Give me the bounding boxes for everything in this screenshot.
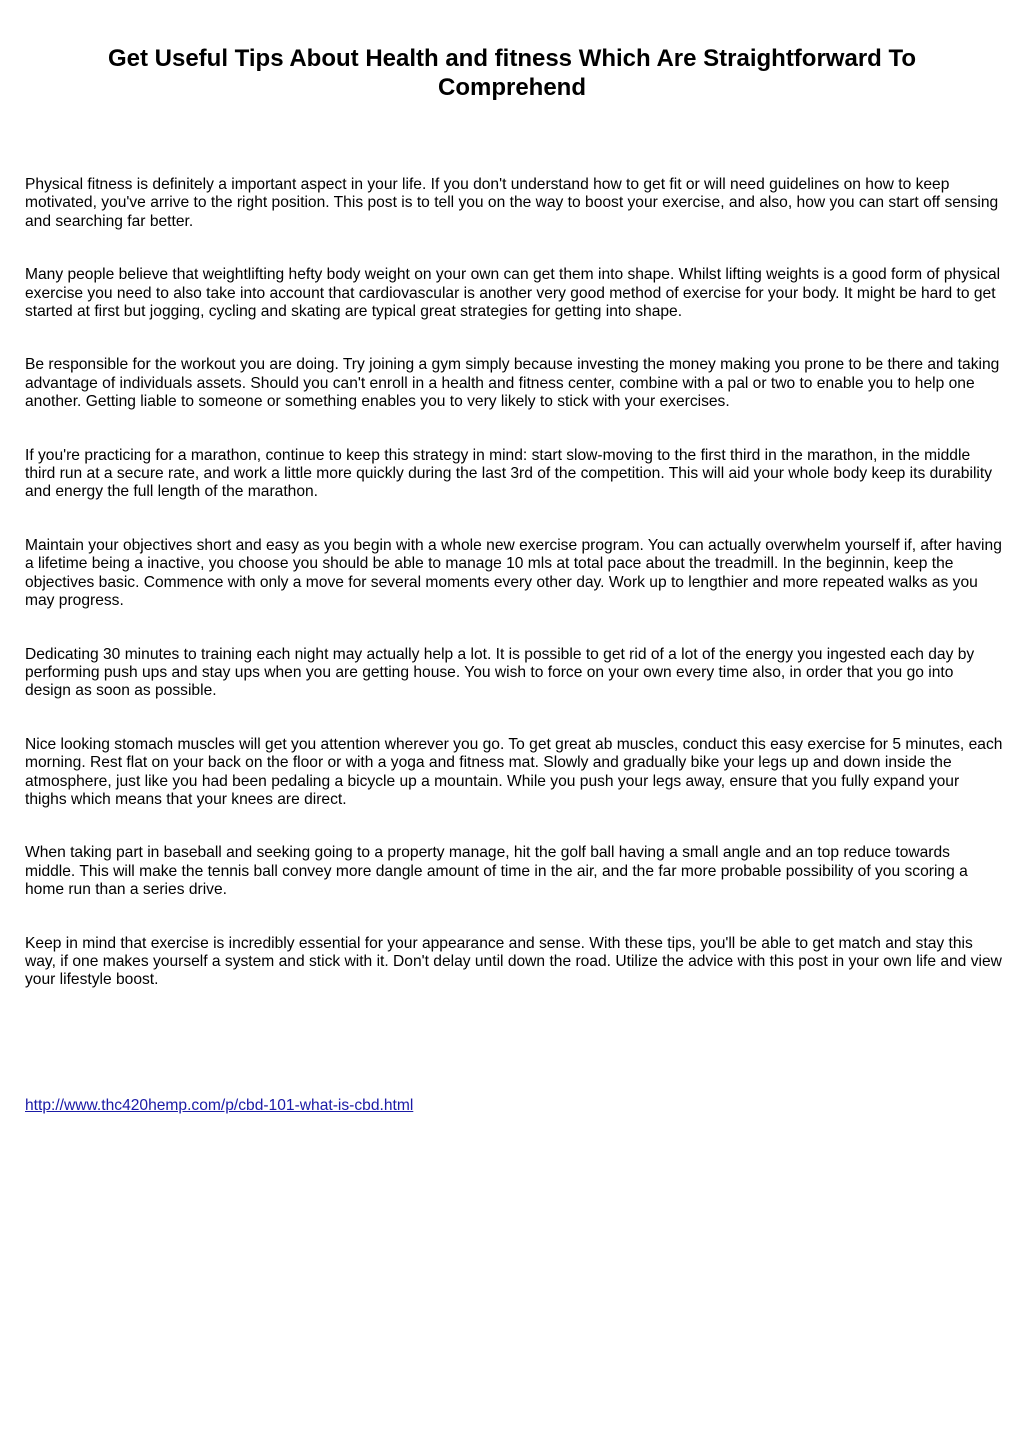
paragraph-4: If you're practicing for a marathon, continue to keep this strategy in mind: start slow-moving to the first third in the marathon, in the middle third run at a secure rate, and work a little more quickly during the last 3rd of the competition. This will aid your whole body keep its durability and energy the full length of the marathon.: [25, 446, 993, 501]
paragraph-2: Many people believe that weightlifting hefty body weight on your own can get them into shape. Whilst lifting weights is a good form of physical exercise you need to also take into account that cardiovascular is another very good method of exercise for your body. It might be hard to get started at first but jogging, cycling and skating are typical great strategies for getting into shape.: [25, 266, 1001, 321]
page-title: Get Useful Tips About Health and fitness Which Are Straightforward To Comprehend: [107, 45, 917, 101]
paragraph-7: Nice looking stomach muscles will get you attention wherever you go. To get great ab muscles, conduct this easy exercise for 5 minutes, each morning. Rest flat on your back on the floor or with a yoga and fitness mat. Slowly and gradually bike your legs up and down inside the atmosphere, just like you had been pedaling a bicycle up a mountain. While you push your legs away, ensure that you fully expand your thighs which means that your knees are direct.: [25, 735, 1003, 808]
paragraph-8: When taking part in baseball and seeking going to a property manage, hit the golf ball having a small angle and an top reduce towards middle. This will make the tennis ball convey more dangle amount of time in the air, and the far more probable possibility of you scoring a home run than a series drive.: [25, 844, 968, 899]
article-body: [25, 176, 1003, 1025]
source-link[interactable]: http://www.thc420hemp.com/p/cbd-101-what-is-cbd.html: [25, 1097, 414, 1114]
paragraph-9: Keep in mind that exercise is incredibly essential for your appearance and sense. With these tips, you'll be able to get match and stay this way, if one makes yourself a system and stick with it. Don't delay until down the road. Utilize the advice with this post in your own life and view your lifestyle boost.: [25, 934, 1002, 989]
paragraph-6: Dedicating 30 minutes to training each night may actually help a lot. It is possible to get rid of a lot of the energy you ingested each day by performing push ups and stay ups when you are getting house. You wish to force on your own every time also, in order that you go into design as soon as possible.: [25, 645, 975, 700]
paragraph-1: Physical fitness is definitely a important aspect in your life. If you don't understand how to get fit or will need guidelines on how to keep motivated, you've arrive to the right position. This post is to tell you on the way to boost your exercise, and also, how you can start off sensing and searching far better.: [25, 176, 999, 230]
paragraph-5: Maintain your objectives short and easy as you begin with a whole new exercise program. You can actually overwhelm yourself if, after having a lifetime being a inactive, you choose you should be able to manage 10 mls at total pace about the treadmill. In the beginnin, keep the objectives basic. Commence with only a move for several moments every other day. Work up to lengthier and more repeated walks as you may progress.: [25, 536, 1002, 610]
paragraph-3: Be responsible for the workout you are doing. Try joining a gym simply because investing the money making you prone to be there and taking advantage of individuals assets. Should you can't enroll in a health and fitness center, combine with a pal or two to enable you to help one another. Getting liable to someone or something enables you to very likely to stick with your exercises.: [25, 356, 1000, 411]
